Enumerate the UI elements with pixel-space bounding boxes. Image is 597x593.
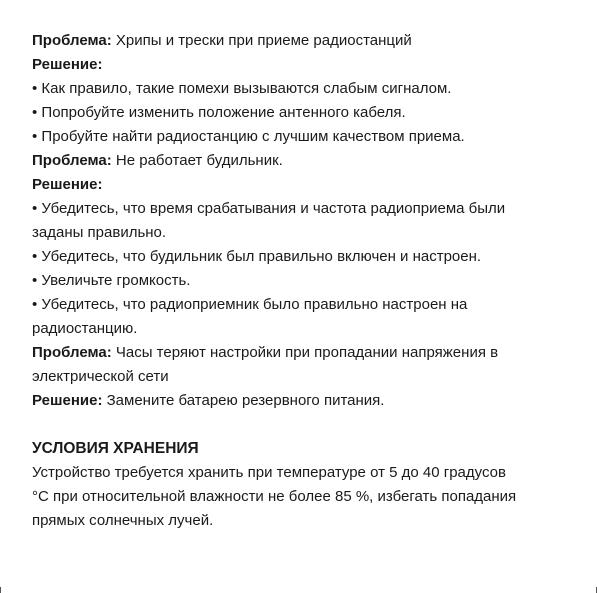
problem-text-continuation: электрической сети bbox=[32, 368, 169, 385]
solution-item: • Как правило, такие помехи вызываются слабым сигналом. bbox=[32, 80, 452, 97]
storage-heading: УСЛОВИЯ ХРАНЕНИЯ bbox=[32, 440, 199, 457]
problem-text: Часы теряют настройки при пропадании напряжения в bbox=[115, 344, 499, 361]
problem-line bbox=[32, 149, 572, 173]
storage-text-line: °C при относительной влажности не более 85 %, избегать попадания bbox=[32, 488, 517, 505]
solution-item: • Увеличьте громкость. bbox=[32, 272, 191, 289]
solution-item: • Убедитесь, что будильник был правильно включен и настроен. bbox=[32, 248, 482, 265]
solution-item: • Убедитесь, что радиоприемник было правильно настроен на bbox=[32, 296, 468, 313]
solution-label: Решение: bbox=[32, 176, 103, 193]
manual-page bbox=[32, 29, 572, 533]
problem-line bbox=[32, 341, 572, 365]
solution-item: • Убедитесь, что время срабатывания и частота радиоприема были bbox=[32, 200, 506, 217]
solution-item-continuation: радиостанцию. bbox=[32, 320, 138, 337]
crop-mark-left bbox=[0, 587, 1, 593]
storage-text-line: прямых солнечных лучей. bbox=[32, 512, 214, 529]
solution-line bbox=[32, 389, 572, 413]
section-spacer bbox=[32, 413, 572, 437]
solution-item-continuation: заданы правильно. bbox=[32, 224, 167, 241]
problem-line bbox=[32, 29, 572, 53]
problem-label: Проблема: bbox=[32, 32, 112, 49]
solution-item: • Пробуйте найти радиостанцию с лучшим качеством приема. bbox=[32, 128, 465, 145]
solution-text: Замените батарею резервного питания. bbox=[106, 392, 385, 409]
problem-label: Проблема: bbox=[32, 152, 112, 169]
solution-label: Решение: bbox=[32, 56, 103, 73]
storage-text-line: Устройство требуется хранить при температуре от 5 до 40 градусов bbox=[32, 464, 506, 481]
problem-text: Не работает будильник. bbox=[115, 152, 283, 169]
problem-label: Проблема: bbox=[32, 344, 112, 361]
problem-text: Хрипы и трески при приеме радиостанций bbox=[115, 32, 412, 49]
solution-label: Решение: bbox=[32, 392, 103, 409]
solution-item: • Попробуйте изменить положение антенного кабеля. bbox=[32, 104, 406, 121]
